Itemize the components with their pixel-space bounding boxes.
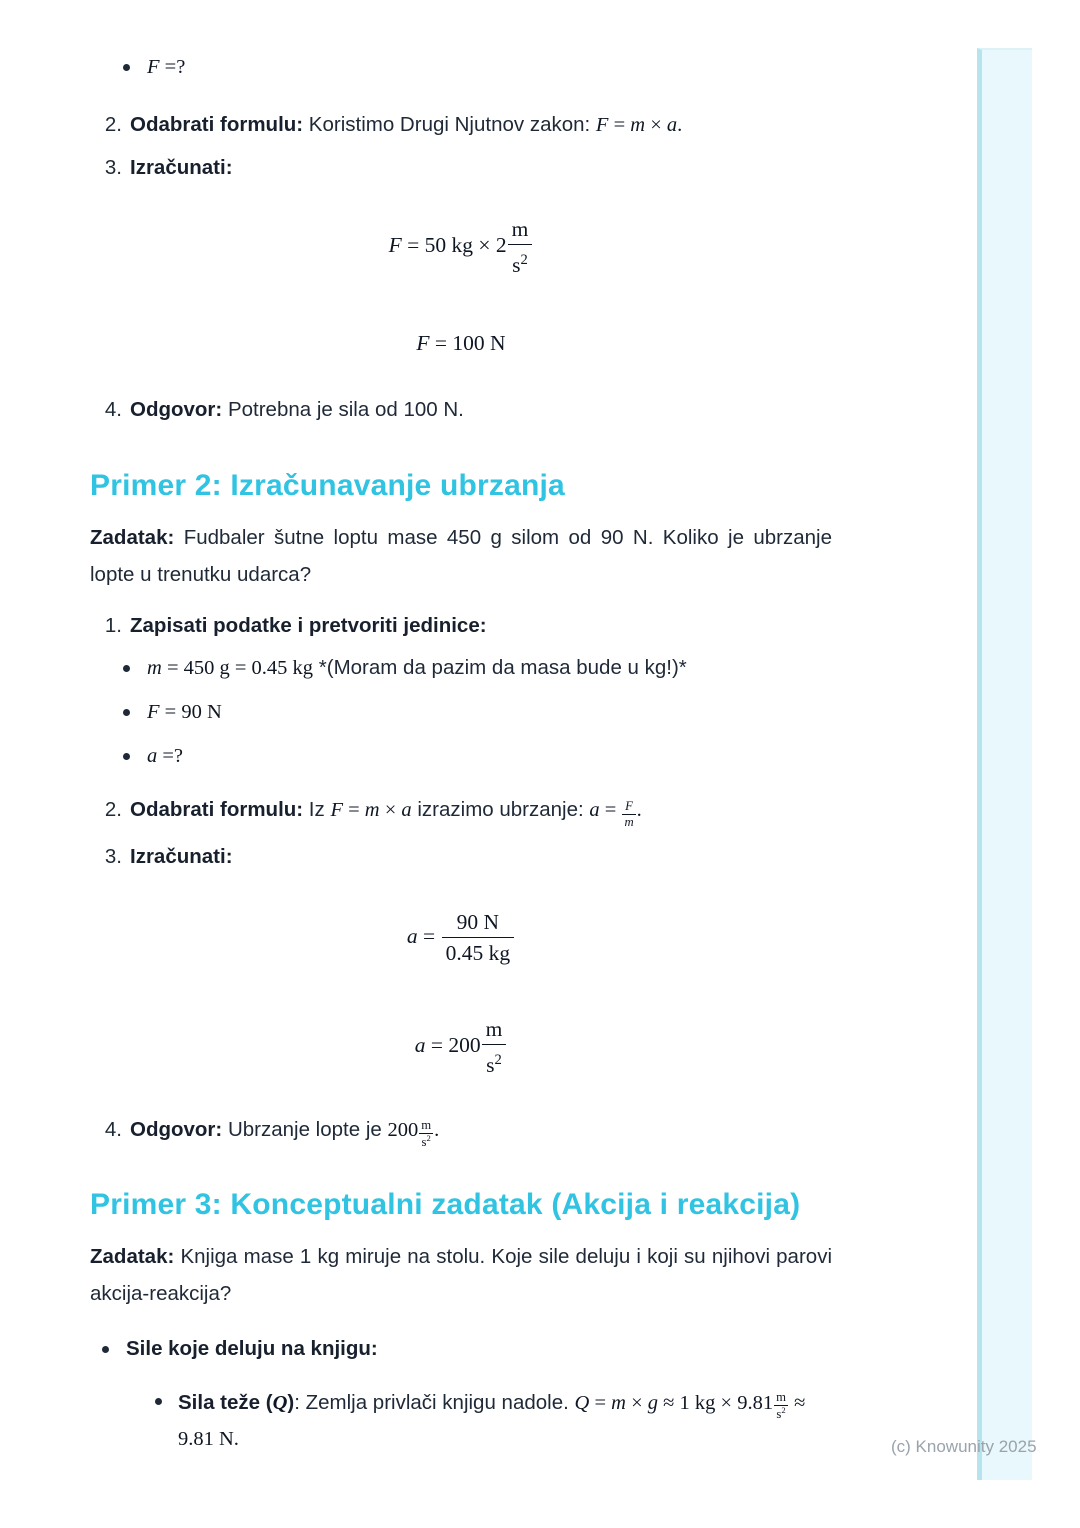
bullet-sila-teze: Sila teže (Q): Zemlja privlači knjigu nadole. Q = m × g ≈ 1 kg × 9.81 $\frac{m}{s^2}$ ≈ 9.81 N. (90, 1386, 832, 1456)
primer-3-task: Zadatak: Knjiga mase 1 kg miruje na stolu. Koje sile deluju i koji su njihovi parovi akcija-reakcija? (90, 1244, 832, 1305)
math-weight-formula: Q = m × g ≈ 1 kg × 9.81 $\frac{m}{s^2}$ ≈ 9.81 N. (178, 1390, 806, 1450)
bullet-sile-na-knjigu (90, 1334, 832, 1364)
force-name-bold: Sila teže (Q) (178, 1390, 295, 1414)
step-label: Izračunati: (130, 845, 233, 869)
display-formula-a-200: a = 200 $\frac{m}{s^2}$ (90, 1015, 832, 1079)
data-bullet-force (90, 697, 832, 727)
display-formula-a-quotient: a = $\frac{90 N}{0.45 kg}$ (90, 908, 832, 967)
data-bullet-acceleration (90, 741, 832, 771)
step-text: Odgovor: Ubrzanje lopte je 200 $\frac{m}{s^2}$ . (130, 1118, 440, 1149)
step-label: Odabrati formulu: (130, 798, 304, 822)
step-izracunati-1 (98, 153, 832, 183)
bullet-dot (123, 709, 130, 716)
math-q-symbol: Q (272, 1391, 288, 1414)
data-bullet-mass (90, 653, 832, 683)
math-f-unknown: F =? (147, 56, 186, 78)
step-text (130, 611, 832, 641)
mass-note: *(Moram da pazim da masa bude u kg!)* (313, 656, 687, 680)
step-odabrati-formulu-1 (98, 110, 832, 140)
step-text (130, 153, 832, 183)
step-number: 4. (104, 398, 122, 422)
side-accent-bar (977, 48, 1032, 1480)
inline-fraction-f-m: $\frac{F}{m}$ (624, 799, 634, 829)
step-text: Odabrati formulu: Koristimo Drugi Njutnov zakon: F = m × a. (130, 113, 683, 136)
math-f-ma: F = m × a (330, 799, 412, 822)
copyright-watermark: (c) Knowunity 2025 (891, 1437, 1037, 1456)
bullet-dot (102, 1346, 109, 1353)
step-number: 3. (104, 156, 122, 179)
math-acceleration-unknown: a =? (147, 745, 184, 768)
bullet-dot (155, 1398, 162, 1405)
step-number: 4. (104, 1118, 122, 1142)
task-label: Zadatak: (90, 526, 175, 550)
fraction-m-s2: $\frac{m}{s^2}$ (508, 215, 533, 279)
step-label: Odgovor: (130, 398, 223, 422)
step-odabrati-formulu-2 (98, 795, 832, 829)
task-label: Zadatak: (90, 1244, 175, 1268)
inline-fraction-m-s2: $\frac{m}{s^2}$ (776, 1390, 786, 1422)
math-mass: m = 450 g = 0.45 kg (147, 657, 314, 680)
primer-2-task: Zadatak: Fudbaler šutne loptu mase 450 g silom od 90 N. Koliko je ubrzanje lopte u trenutku udarca? (90, 526, 832, 587)
inline-fraction-m-s2: $\frac{m}{s^2}$ (421, 1118, 432, 1149)
math-200-m-s2: 200 $\frac{m}{s^2}$ . (387, 1118, 440, 1149)
step-odgovor-2 (98, 1115, 832, 1149)
document-content (90, 38, 832, 1456)
step-text: Odabrati formulu: Iz F = m × a izrazimo ubrzanje: a = $\frac{F}{m}$ . (130, 798, 642, 829)
primer-3-heading: Primer 3: Konceptualni zadatak (Akcija i reakcija) (90, 1187, 801, 1221)
math-f-ma: F = m × a. (595, 114, 683, 136)
fraction-m-s2: $\frac{m}{s^2}$ (482, 1015, 507, 1079)
data-bullet-force-unknown (90, 52, 832, 82)
step-label: Odgovor: (130, 1118, 223, 1142)
step-number: 3. (104, 845, 122, 869)
display-formula-f-100n: F = 100 N (416, 331, 506, 356)
math-a-equals-f-over-m: a = $\frac{F}{m}$ . (589, 799, 642, 829)
step-number: 2. (104, 113, 122, 136)
bullet-dot (123, 64, 130, 71)
step-number: 2. (104, 798, 122, 822)
step-zapisati-podatke (98, 611, 832, 641)
step-izracunati-2 (98, 842, 832, 872)
display-formula-f-50kg: F = 50 kg × 2 $\frac{m}{s^2}$ (90, 215, 832, 279)
bullet-dot (123, 753, 130, 760)
step-number: 1. (104, 614, 122, 638)
step-text: Odgovor: Potrebna je sila od 100 N. (130, 398, 464, 422)
bullet-label: Sile koje deluju na knjigu: (126, 1336, 378, 1360)
fraction-90n-045kg: $\frac{90 N}{0.45 kg}$ (442, 908, 515, 967)
primer-2-heading: Primer 2: Izračunavanje ubrzanja (90, 469, 565, 503)
bullet-dot (123, 665, 130, 672)
step-odgovor-1 (98, 395, 832, 425)
step-text (130, 842, 832, 872)
math-force: F = 90 N (147, 701, 222, 724)
step-label: Izračunati: (130, 156, 233, 179)
step-label: Zapisati podatke i pretvoriti jedinice: (130, 614, 487, 638)
step-label: Odabrati formulu: (130, 113, 304, 136)
